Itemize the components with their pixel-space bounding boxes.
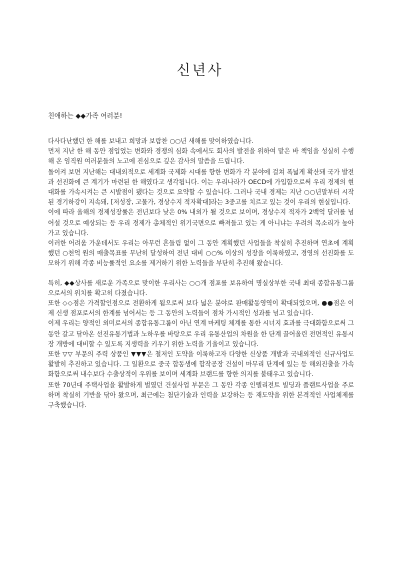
paragraph: 돌이켜 보면 지난해는 대내외적으로 세계화 국제화 시대를 향한 변화가 각 분야에 걸쳐 폭넓게 확산돼 국가 발전과 선진화에 큰 계기가 마련된 한 해였다고 생각됩니다. 이는 우리나라가 OECD에 가입함으로써 우리 경제의 현대화를 가속시켜는 큰 시발점이 됐다는 것으로 요약할 수 있습니다. 그러나 국내 경제는 지난 ○○년말부터 시작된 경기하강이 지속돼, [저성장, 고물가, 경상수지 적자확대]라는 3중고를 치르고 있는 것이 우리의 현실입니다. [48,168,354,207]
paragraph: 특히, ◆◆상사를 새로운 가족으로 맞이한 우리사는 ○○개 점포를 보유하여 명실상부한 국내 최대 종합유통그룹으로서의 위치를 확고히 다졌습니다. [48,279,354,297]
paragraph: 먼저 지난 한 해 동안 점입었는 변화와 경쟁의 심화 속에서도 회사의 발전을 위하여 맡은 바 책임을 성실히 수행해 온 임직원 여러분들의 노고에 진심으로 깊은 감사의 말씀을 드립니다. [48,148,354,166]
paragraph: 이제 우리는 양적인 외미로서의 종합유통그룹이 아닌 연계 마케팅 체계를 통한 시너지 효과를 극대화함으로써 그 동안 갈고 닦아온 선진유통기법과 노하우를 바탕으로 우리 유통산업의 차원을 한 단계 끌어올린 전면적인 유통시장 개방에 대비할 수 있도록 지생력을 키우기 위한 노력을 기울이고 있습니다. [48,320,354,348]
paragraph: 또한 ▽▽ 부문의 주력 상품인 ▼▼▼은 철저인 도약을 이룩하고자 다양한 신상품 개발과 국내외적인 신규사업도 활발히 추진하고 있습니다. 그 일환으로 중국 합동생에 합작공장 건설이 마무리 단계에 있는 등 해외진출을 가속화함으로써 내수보다 수출상적이 우위를 보이며 세계화 브랜드를 향한 의지를 불태우고 있습니다. [48,351,354,379]
paragraph-gap [48,270,354,279]
paragraph: 이러한 어려움 가운데서도 우리는 아무런 흔들림 없이 그 동안 계획했던 사업들을 착실히 추진하며 연초에 계획했던 ○천억 원의 매출목표를 무난히 달성하여 전년 대비 ○○% 이상의 성장을 이룩하였고, 경영의 선진화를 도모하기 위해 각종 비능률적인 요소를 제거하기 위한 노력들을 부단히 추진해 왔습니다. [48,240,354,268]
paragraph: 또한 70년대 주택사업을 활발하게 벌였던 건설사업 부문은 그 동안 각종 인텔리전트 빌딩과 플랜트사업을 주로 하며 착실히 기반을 닦아 왔으며, 최근에는 첨단기술과 인력을 보강하는 등 재도약을 위한 본격적인 사업체제를 구축했습니다. [48,381,354,410]
document-title: 신년사 [176,63,224,79]
document-body [48,137,354,411]
paragraph: 이에 따라 올해의 경제성장률은 전년보다 낮은 0% 내외가 될 것으로 보이며, 경상수지 적자가 2백억 달러를 넘어설 것으로 예상되는 등 우리 경제가 총체적인 위기국면으로 빠져들고 있는 게 아니냐는 우려의 목소리가 높아가고 있습니다. [48,209,354,237]
paragraph: 다사다난했던 한 해를 보내고 희망과 보람찬 ○○년 새해를 맞이하였습니다. [48,138,254,145]
greeting: 친애하는 ◆◆가족 여러분! [48,112,123,120]
paragraph: 또한 ◇◇점은 가격할인점으로 전환하게 됨으로써 보다 넓은 분야로 판매활동영역이 확대되었으며, ●●점은 이제 신생 점포로서의 한계를 넘어서는 등 그 동안의 노력들이 점차 가시적인 성과를 넘고 있습니다. [48,300,354,318]
